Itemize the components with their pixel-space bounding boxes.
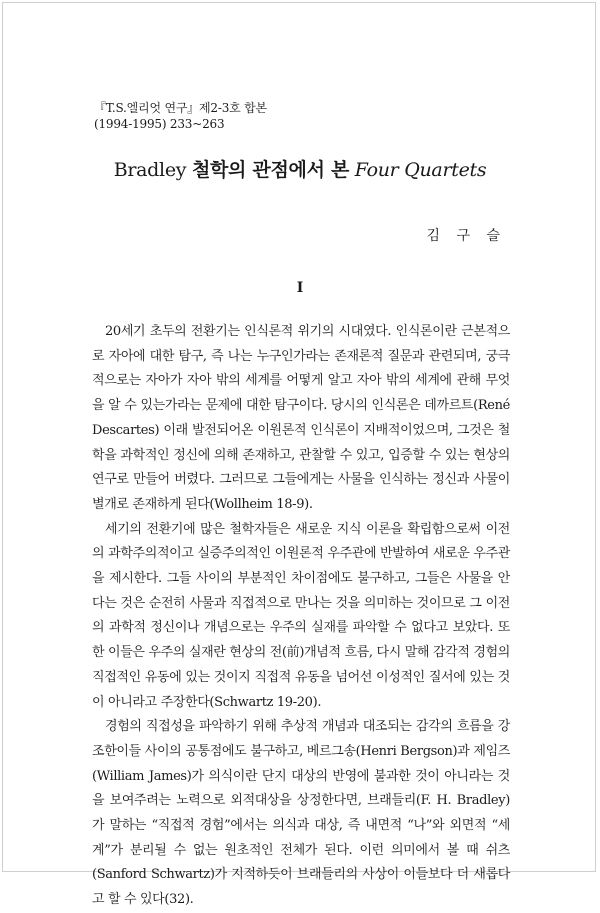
author-name: 김 구 슬 (426, 228, 506, 244)
section-heading: I (296, 280, 304, 296)
paragraph: 20세기 초두의 전환기는 인식론적 위기의 시대였다. 인식론이란 근본적으로 자아에 대한 탐구, 즉 나는 누구인가라는 존재론적 질문과 관련되며, 궁극적으로는 자아가 자아 밖의 세계를 어떻게 알고 자아 밖의 세계에 관해 무엇을 알 수 있는가라는 문제에 대한 탐구이다. 당시의 인식론은 데까르트(René Descartes) 이래 발전되어온 이원론적 인식론이 지배적이었으며, 그것은 철학을 과학적인 정신에 의해 존재하고, 관찰할 수 있고, 입증할 수 있는 현상의 연구로 만들어 버렸다. 그러므로 그들에게는 사물을 인식하는 정신과 사물이 별개로 존재하게 된다(Wollheim 18-9). (92, 324, 510, 512)
article-title (0, 157, 600, 183)
article-body (92, 320, 510, 913)
journal-title-line: 『T.S.엘리엇 연구』제2-3호 합본 (94, 101, 267, 115)
paragraph: 세기의 전환기에 많은 철학자들은 새로운 지식 이론을 확립함으로써 이전의 과학주의적이고 실증주의적인 이원론적 우주관에 반발하여 새로운 우주관을 제시한다. 그들 사이의 부분적인 차이점에도 불구하고, 그들은 사물을 안다는 것은 순전히 사물과 직접적으로 만나는 것을 의미하는 것이므로 그 이전의 과학적 정신이나 개념으로는 우주의 실재를 파악할 수 없다고 보았다. 또한 이들은 우주의 실재란 현상의 전(前)개념적 흐름, 다시 말해 감각적 경험의 직접적인 유동에 있는 것이지 직접적 유동을 넘어선 이성적인 질서에 있는 것이 아니라고 주장한다(Schwartz 19-20). (92, 521, 510, 710)
title-bradley: Bradley (113, 159, 187, 181)
journal-citation (94, 100, 267, 132)
title-korean: 철학의 관점에서 본 (191, 159, 350, 181)
journal-pages-line: (1994-1995) 233~263 (94, 117, 225, 131)
paragraph: 경험의 직접성을 파악하기 위해 추상적 개념과 대조되는 감각의 흐름을 강조한이들 사이의 공통점에도 불구하고, 베르그송(Henri Bergson)과 제임즈(William James)가 의식이란 단지 대상의 반영에 불과한 것이 아니라는 것을 보여주려는 노력으로 외적대상을 상정한다면, 브래들리(F. H. Bradley)가 말하는 “직접적 경험”에서는 의식과 대상, 즉 내면적 “나”와 외면적 “세계”가 분리될 수 없는 원초적인 전체가 된다. 이런 의미에서 볼 때 쉬츠(Sanford Schwartz)가 지적하듯이 브래들리의 사상이 이들보다 더 새롭다고 할 수 있다(32). (92, 719, 510, 908)
title-four-quartets: Four Quartets (354, 159, 487, 181)
